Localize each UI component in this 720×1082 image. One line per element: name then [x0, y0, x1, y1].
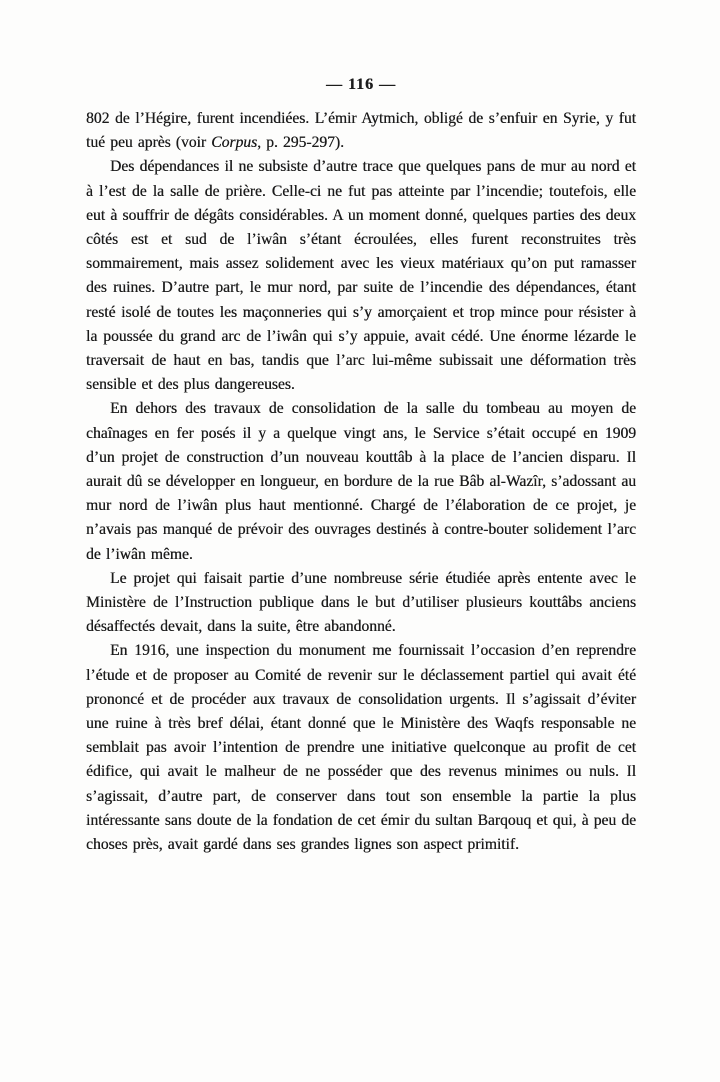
text-run: Des dépendances il ne subsiste d’autre trace que quelques pans de mur au nord et à l’est de la salle de prière. Celle-ci ne fut pas atteinte par l’incendie; toutefois, elle eut à souffrir de dégâts considérables. A un moment donné, quelques parties des deux côtés est et sud de l’iwân s’étant écroulées, elles furent reconstruites très sommairement, mais assez solidement avec les vieux matériaux qu’on put ramasser des ruines. D’autre part, le mur nord, par suite de l’incendie des dépendances, étant resté isolé de toutes les maçonneries qui s’y amorçaient et trop mince pour résister à la poussée du grand arc de l’iwân qui s’y appuie, avait cédé. Une énorme lézarde le traversait de haut en bas, tandis que l’arc lui-même subissait une déformation très sensible et des plus dangereuses.	[86, 158, 636, 394]
italic-text-run: Corpus	[211, 134, 258, 152]
page-body	[86, 107, 636, 857]
text-run: 802 de l’Hégire, furent incendiées. L’émir Aytmich, obligé de s’enfuir en Syrie, y fut tué peu après (voir	[86, 110, 636, 152]
page-number: — 116 —	[325, 76, 397, 93]
paragraph	[86, 397, 636, 566]
text-run: En dehors des travaux de consolidation de la salle du tombeau au moyen de chaînages en fer posés il y a quelque vingt ans, le Service s’était occupé en 1909 d’un projet de construction d’un nouveau kouttâb à la place de l’ancien disparu. Il aurait dû se développer en longueur, en bordure de la rue Bâb al-Wazîr, s’adossant au mur nord de l’iwân plus haut mentionné. Chargé de l’élaboration de ce projet, je n’avais pas manqué de prévoir des ouvrages destinés à contre-bouter solidement l’arc de l’iwân même.	[86, 400, 636, 563]
paragraph	[86, 155, 636, 397]
paragraph	[86, 639, 636, 857]
paragraph	[86, 567, 636, 640]
paragraph	[86, 107, 636, 155]
text-run: En 1916, une inspection du monument me fournissait l’occasion d’en reprendre l’étude et de proposer au Comité de revenir sur le déclassement partiel qui avait été prononcé et de procéder aux travaux de consolidation urgents. Il s’agissait d’éviter une ruine à très bref délai, étant donné que le Ministère des Waqfs responsable ne semblait pas avoir l’intention de prendre une initiative quelconque au profit de cet édifice, qui avait le malheur de ne posséder que des revenus minimes ou nuls. Il s’agissait, d’autre part, de conserver dans tout son ensemble la partie la plus intéressante sans doute de la fondation de cet émir du sultan Barqouq et qui, à peu de choses près, avait gardé dans ses grandes lignes son aspect primitif.	[86, 642, 636, 854]
text-run: Le projet qui faisait partie d’une nombreuse série étudiée après entente avec le Ministère de l’Instruction publique dans le but d’utiliser plusieurs kouttâbs anciens désaffectés devait, dans la suite, être abandonné.	[86, 569, 636, 636]
text-run: , p. 295-297).	[257, 134, 344, 152]
